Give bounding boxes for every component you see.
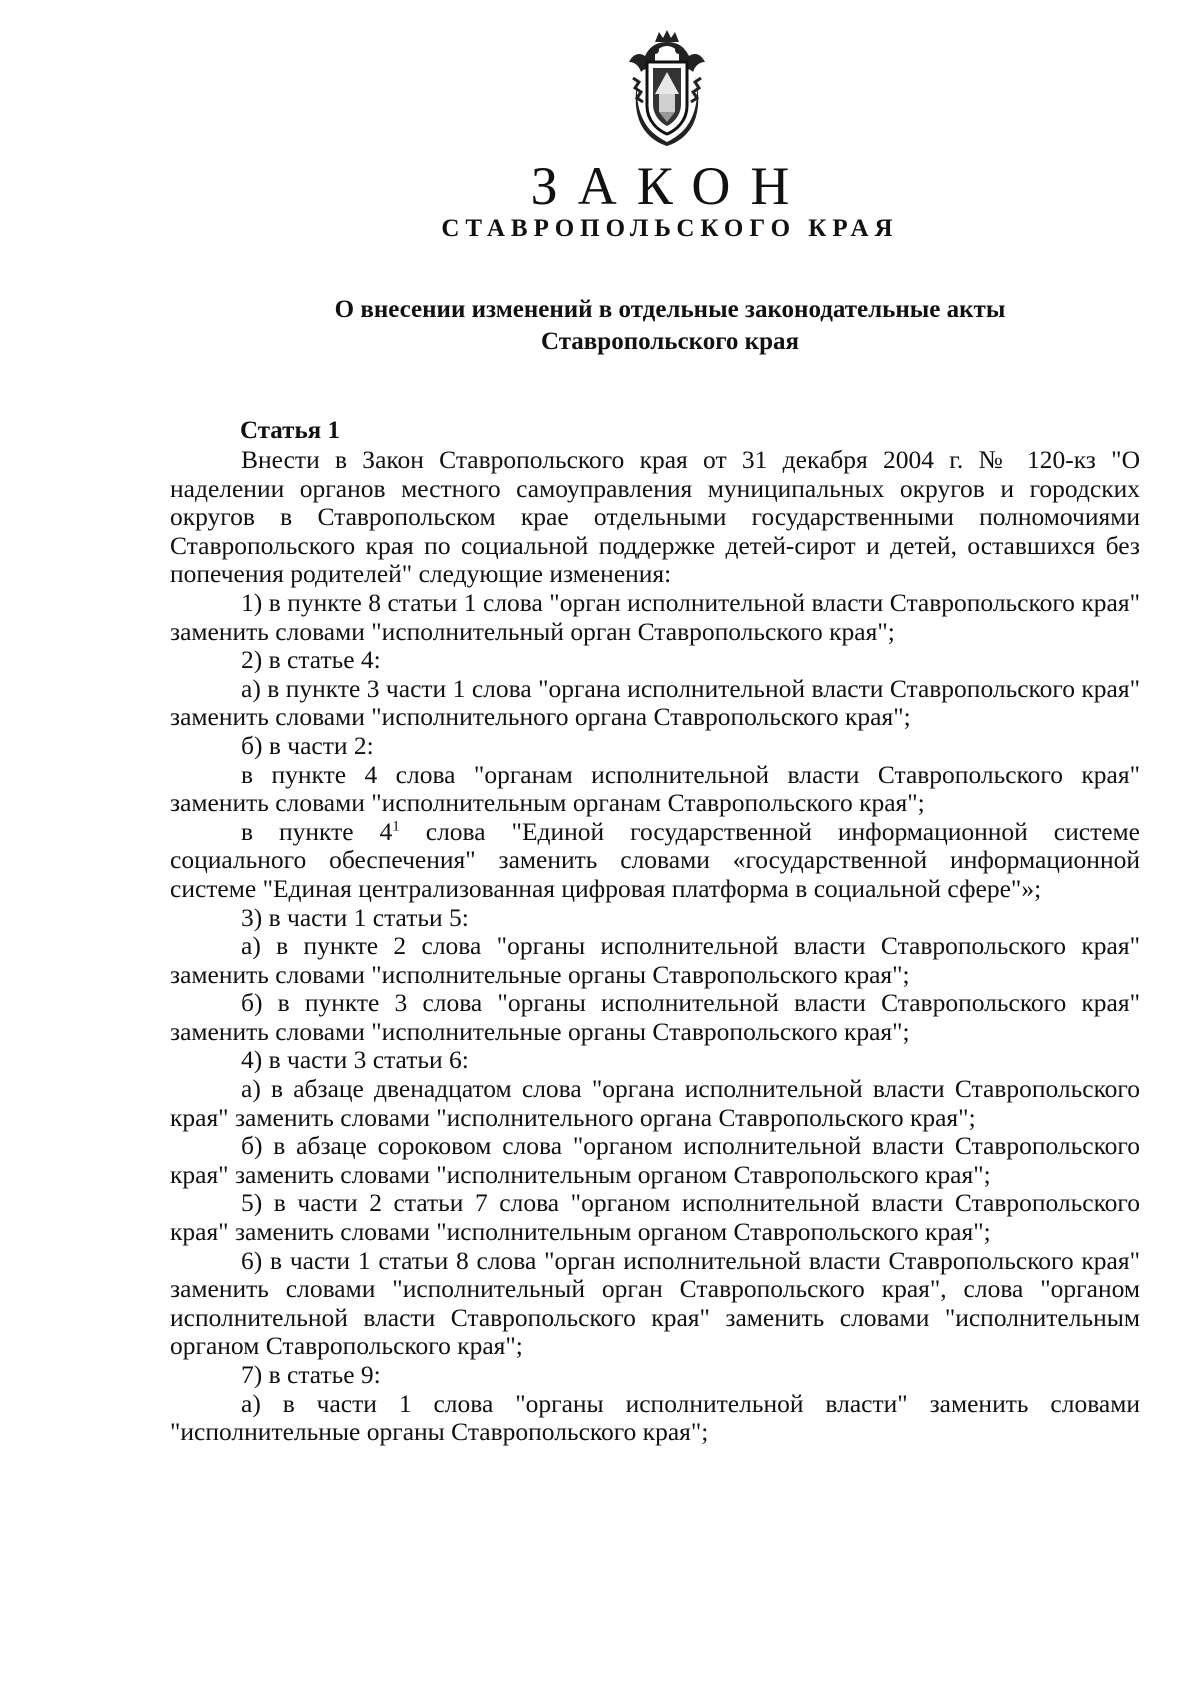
paragraph-text: слова "Единой государственной информационной системе социального обеспечения" заменить словами «государственной информационной системе "Единая централизованная цифровая платформа в социальной сфере"»; — [170, 816, 1140, 903]
paragraph: а) в части 1 слова "органы исполнительной власти" заменить словами "исполнительные органы Ставропольского края"; — [170, 1388, 1140, 1447]
paragraph-text: в пункте 4 — [241, 816, 393, 846]
coat-of-arms-icon — [625, 28, 709, 146]
paragraph: 5) в части 2 статьи 7 слова "органом исполнительной власти Ставропольского края" заменить словами "исполнительным органом Ставропольского края"; — [170, 1188, 1140, 1247]
document-heading — [170, 294, 1170, 358]
article-body — [170, 446, 1140, 1447]
paragraph: 6) в части 1 статьи 8 слова "орган исполнительной власти Ставропольского края" заменить словами "исполнительный орган Ставропольского края", слова "органом исполнительной власти Ставропольского края" заменить словами "исполнительным органом Ставропольского края"; — [170, 1245, 1140, 1361]
paragraph — [170, 818, 1140, 904]
document-heading-line: О внесении изменений в отдельные законодательные акты — [334, 296, 1006, 323]
paragraph: в пункте 4 слова "органам исполнительной власти Ставропольского края" заменить словами "исполнительным органам Ставропольского края"; — [170, 759, 1140, 818]
paragraph: а) в пункте 3 части 1 слова "органа исполнительной власти Ставропольского края" заменить словами "исполнительного органа Ставропольского края"; — [170, 673, 1140, 732]
article-title: Статья 1 — [240, 417, 340, 444]
paragraph: 3) в части 1 статьи 5: — [241, 902, 469, 932]
law-title: ЗАКОН — [530, 156, 810, 216]
paragraph: Внести в Закон Ставропольского края от 31 декабря 2004 г. № 120-кз "О наделении органов местного самоуправления муниципальных округов и городских округов в Ставропольском крае отдельными государственными полномочиями Ставропольского края по социальной поддержке детей-сирот и детей, оставшихся без попечения родителей" следующие изменения: — [170, 445, 1140, 589]
paragraph: а) в пункте 2 слова "органы исполнительной власти Ставропольского края" заменить словами "исполнительные органы Ставропольского края"; — [170, 931, 1140, 989]
paragraph: б) в пункте 3 слова "органы исполнительной власти Ставропольского края" заменить словами "исполнительные органы Ставропольского края"; — [170, 988, 1140, 1046]
paragraph: 1) в пункте 8 статьи 1 слова "орган исполнительной власти Ставропольского края" заменить словами "исполнительный орган Ставропольского края"; — [170, 587, 1140, 646]
paragraph: 4) в части 3 статьи 6: — [241, 1045, 469, 1075]
superscript: 1 — [392, 818, 400, 835]
paragraph: б) в части 2: — [241, 730, 374, 760]
paragraph: 2) в статье 4: — [241, 645, 381, 675]
paragraph: а) в абзаце двенадцатом слова "органа исполнительной власти Ставропольского края" заменить словами "исполнительного органа Ставропольского края"; — [170, 1074, 1140, 1132]
paragraph: б) в абзаце сороковом слова "органом исполнительной власти Ставропольского края" заменить словами "исполнительным органом Ставропольского края"; — [170, 1131, 1140, 1189]
law-region: СТАВРОПОЛЬСКОГО КРАЯ — [441, 215, 899, 242]
paragraph: 7) в статье 9: — [241, 1360, 381, 1389]
document-heading-line: Ставропольского края — [540, 328, 800, 355]
